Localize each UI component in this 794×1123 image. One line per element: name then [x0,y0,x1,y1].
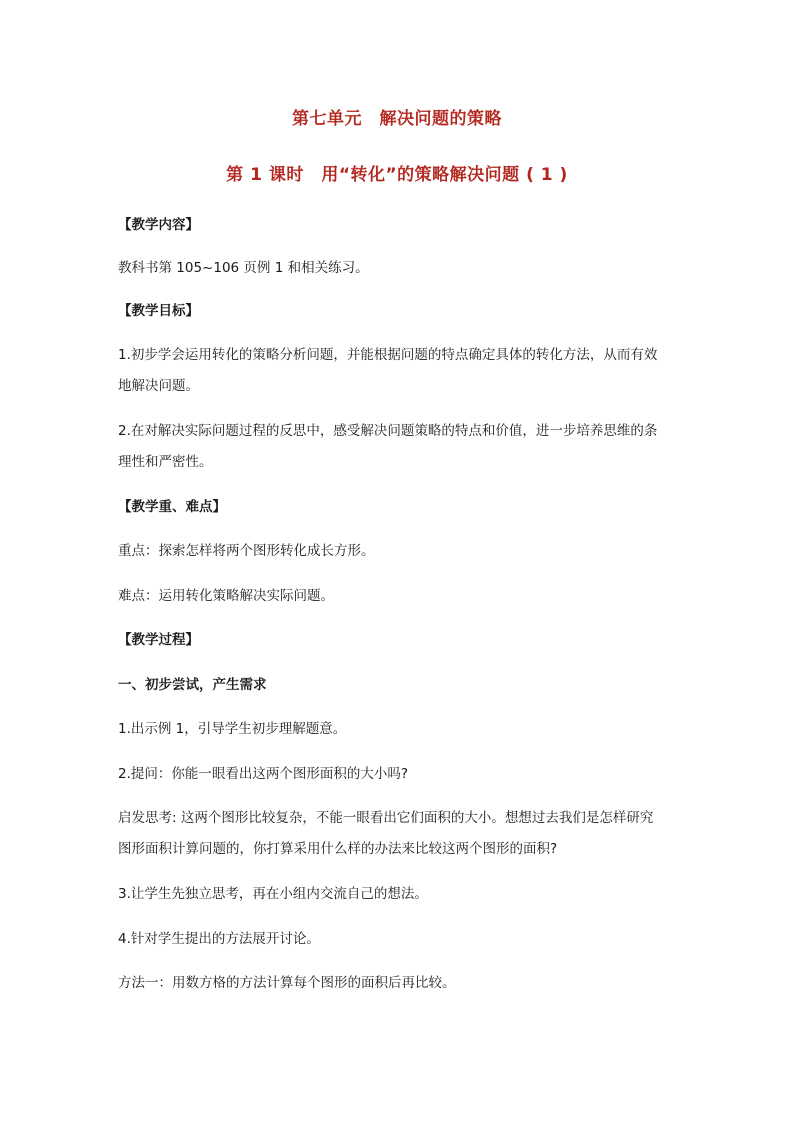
part1-heading: 一、初步尝试，产生需求 [118,677,267,693]
lesson-title: 第 1 课时 用“转化”的策略解决问题 ( 1 ) [226,165,568,185]
step4: 4.针对学生提出的方法展开讨论。 [118,931,320,947]
step1: 1.出示例 1，引导学生初步理解题意。 [118,721,347,737]
goal1-line1: 1.初步学会运用转化的策略分析问题，并能根据问题的特点确定具体的转化方法，从而有效 [118,347,658,363]
hint-line2: 图形面积计算问题的，你打算采用什么样的办法来比较这两个图形的面积? [118,841,558,857]
difficult-point: 难点：运用转化策略解决实际问题。 [118,588,334,604]
goal1-line2: 地解决问题。 [118,378,199,394]
step3: 3.让学生先独立思考，再在小组内交流自己的想法。 [118,886,428,902]
goal2-line2: 理性和严密性。 [118,454,213,470]
process-heading: 【教学过程】 [118,632,199,648]
unit-title: 第七单元 解决问题的策略 [292,109,502,129]
hint-line1: 启发思考: 这两个图形比较复杂，不能一眼看出它们面积的大小。想想过去我们是怎样研究 [118,810,654,826]
goals-heading: 【教学目标】 [118,303,199,319]
content-text: 教科书第 105~106 页例 1 和相关练习。 [118,260,369,276]
key-point: 重点：探索怎样将两个图形转化成长方形。 [118,543,375,559]
key-heading: 【教学重、难点】 [118,499,226,515]
goal2-line1: 2.在对解决实际问题过程的反思中，感受解决问题策略的特点和价值，进一步培养思维的条 [118,423,658,439]
content-heading: 【教学内容】 [118,217,199,233]
method1: 方法一：用数方格的方法计算每个图形的面积后再比较。 [118,975,456,991]
step2: 2.提问：你能一眼看出这两个图形面积的大小吗? [118,766,409,782]
